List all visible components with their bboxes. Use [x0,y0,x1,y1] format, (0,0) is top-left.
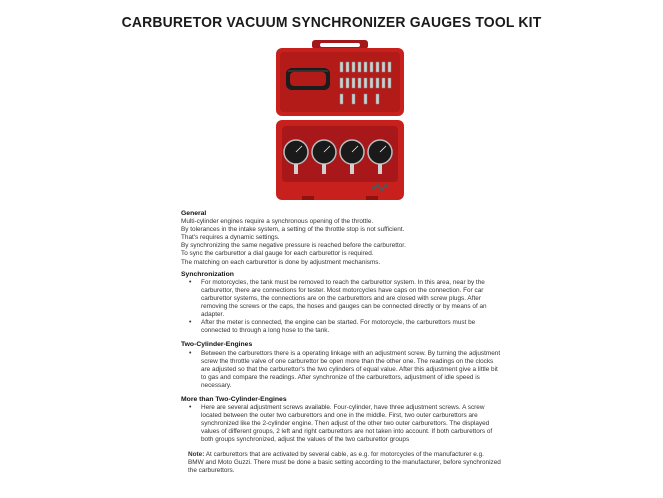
general-line: That's requires a dynamic settings. [181,234,280,242]
two-cylinder-section [181,341,501,390]
general-line: Multi-cylinder engines require a synchronous opening of the throttle. [181,218,374,226]
bullet-item: • Here are several adjustment screws available. Four-cylinder, have three adjustment screws. A screw located between the outer two carburettors and one in the middle. First, two outer carburettors are synchronized like the 2-cylinder engine. Then adjust of the other two outer carburettors. The displayed values of different groups, 2 left and right carburettors are not taken into account. If both carburettors of both groups synchronized, adjust the values of the two carburettor groups [189,404,501,444]
general-section [181,210,501,267]
note-text: At carburettors that are activated by several cable, as e.g. for motorcycles of the manufacturer e.g. BMW and Moto Guzzi. There must be done a basic setting according to the manufacturer, before synchronized the carburettors. [188,450,501,474]
section-heading-synchronization: Synchronization [181,270,234,278]
tool-kit-case-image [272,38,408,203]
section-heading-more-than-two: More than Two-Cylinder-Engines [181,395,287,403]
more-than-two-cylinder-section [181,396,501,445]
general-line: By synchronizing the same negative pressure is reached before the carburettor. [181,242,406,250]
bullet-item: • For motorcycles, the tank must be removed to reach the carburettor system. In this area, near by the carburettor, there are connections for tester. Most motorcycles have caps on the connection. For car carburettor systems, the connections are on the carburettors and are closed with screw plugs. After removing the screws or the caps, the hoses and gauges can be connected directly or by means of an adapter. [189,279,501,319]
section-heading-general: General [181,210,207,217]
page-title: CARBURETOR VACUUM SYNCHRONIZER GAUGES TOOL KIT [121,14,542,31]
section-heading-two-cylinder: Two-Cylinder-Engines [181,341,253,349]
note-label: Note: [188,450,205,458]
general-line: The matching on each carburettor is done by adjustment mechanisms. [181,258,381,266]
general-line: To sync the carburettor a dial gauge for each carburettor is required. [181,250,374,258]
bullet-item: • Between the carburettors there is a operating linkage with an adjustment screw. By turning the adjustment screw the throttle valve of one carburettor be open more than the other one. The readings on the clocks are adjusted so that the carburettor's the two cylinders of equal value. After this adjustment give a little bit to gas and compare the readings. After synchronize of the carburettors, adjustment of idle speed is necessary. [189,350,501,390]
bullet-item: • After the meter is connected, the engine can be started. For motorcycle, the carburettors must be connected to through a long hose to the tank. [189,319,501,335]
instructions-document [181,210,501,475]
synchronization-section [181,271,501,336]
note-paragraph [181,451,501,475]
general-line: By tolerances in the intake system, a setting of the throttle stop is not sufficient. [181,226,405,234]
product-photo [272,38,408,203]
